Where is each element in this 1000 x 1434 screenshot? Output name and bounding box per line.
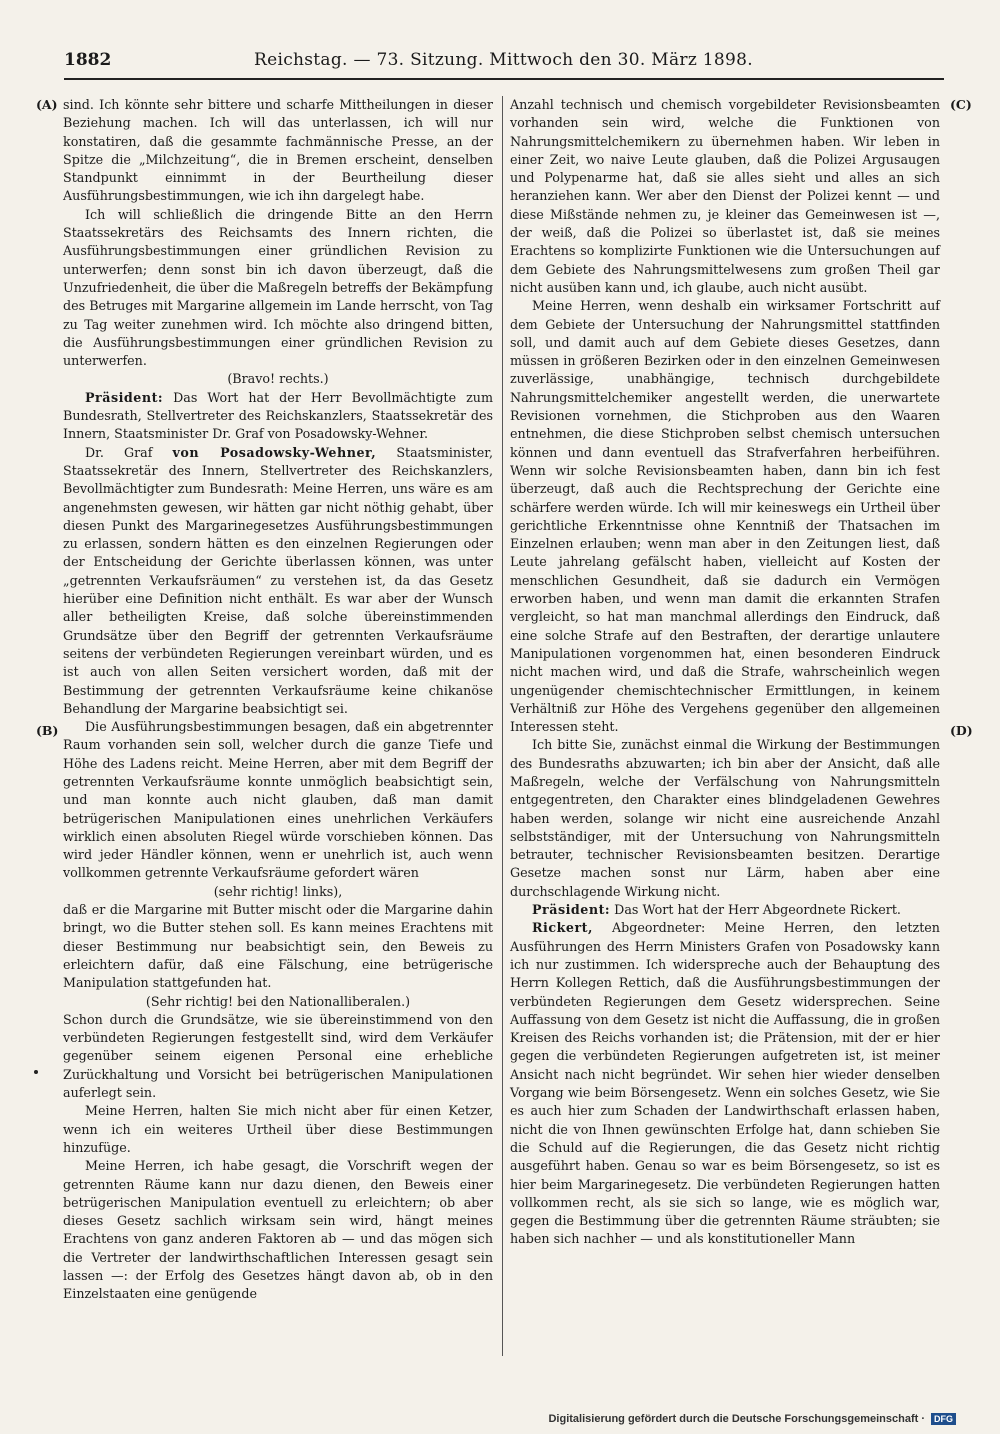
speaker-name: Präsident:	[532, 902, 611, 918]
paragraph: Meine Herren, wenn deshalb ein wirksamer Fortschritt auf dem Gebiete der Untersuchung der Nahrungsmittel stattfinden soll, und damit auch auf dem Gebiete dieses Gesetzes, dann müssen in größeren Bezirken oder in den einzelnen Gemeinwesen zuverlässige, unabhängige, technisch durchgebildete Nahrungsmittelchemiker angestellt werden, die unerwartete Revisionen vornehmen, die Stichproben aus den Waaren entnehmen, die diese Stichproben selbst chemisch untersuchen können und dann eventuell das Strafverfahren herbeiführen. Wenn wir solche Revisionsbeamten haben, dann bin ich fest überzeugt, daß auch die Rechtsprechung der Gerichte eine schärfere werden würde. Ich will mir keineswegs ein Urtheil über gerichtliche Erkenntnisse ohne Kenntniß der Thatsachen im Einzelnen erlauben; wenn man aber in den Zeitungen liest, daß Leute jahrelang gefälscht haben, vielleicht auf Kosten der menschlichen Gesundheit, daß sie dadurch ein Vermögen erworben haben, und wenn man damit die erkannten Strafen vergleicht, so hat man manchmal allerdings den Eindruck, daß eine solche Strafe auf den Bestraften, der derartige unlautere Manipulationen vorgenommen hat, einen besonderen Eindruck nicht machen wird, und daß die Strafe, wahrscheinlich wegen ungenügender chemischtechnischer Ermittlungen, in keinem Verhältniß zur Höhe des Vergehens gegenüber den allgemeinen Interessen steht.	[510, 298, 940, 735]
speaker-title: Dr. Graf	[85, 444, 153, 460]
paragraph	[510, 919, 940, 1248]
paragraph: Meine Herren, halten Sie mich nicht aber für einen Ketzer, wenn ich ein weiteres Urtheil über diese Bestimmungen hinzufüge.	[63, 1103, 493, 1155]
running-title: Reichstag. — 73. Sitzung. Mittwoch den 30. März 1898.	[254, 50, 753, 70]
interjection: (Bravo! rechts.)	[227, 371, 329, 387]
interjection: (sehr richtig! links),	[213, 883, 343, 899]
margin-dot	[34, 1070, 38, 1074]
speech-text: Das Wort hat der Herr Abgeordnete Rickert.	[614, 902, 901, 918]
paragraph	[63, 389, 493, 444]
left-column	[63, 96, 493, 1304]
column-divider	[502, 96, 503, 1356]
paragraph: Ich bitte Sie, zunächst einmal die Wirkung der Bestimmungen des Bundesraths abzuwarten; ich bin aber der Ansicht, daß alle Maßregeln, welche der Verfälschung von Nahrungsmitteln entgegentreten, den Charakter eines blindgeladenen Gewehres haben werden, solange wir nicht eine ausreichende Anzahl selbstständiger, mit der Untersuchung von Nahrungsmitteln betrauter, technischer Revisionsbeamten besitzen. Derartige Gesetze machen sonst nur Lärm, haben aber eine durchschlagende Wirkung nicht.	[510, 737, 940, 899]
paragraph	[510, 901, 940, 919]
paragraph: Schon durch die Grundsätze, wie sie übereinstimmend von den verbündeten Regierungen festgestellt sind, wird dem Verkäufer gegenüber seinem eigenen Personal eine erhebliche Zurückhaltung und Vorsicht bei betrügerischen Manipulationen auferlegt sein.	[63, 1011, 493, 1101]
paragraph: sind. Ich könnte sehr bittere und scharfe Mittheilungen in dieser Beziehung machen. Ich will das unterlassen, ich will nur konstatiren, daß die gesammte fachmännische Presse, an der Spitze die „Milchzeitung“, die in Bremen erscheint, denselben Standpunkt einnimmt in der Beurtheilung dieser Ausführungsbestimmungen, wie ich ihn dargelegt habe.	[63, 97, 493, 204]
speaker-name: Präsident:	[85, 389, 164, 405]
speech-text: Staatsminister, Staatssekretär des Innern, Stellvertreter des Reichskanzlers, Bevollmächtigter zum Bundesrath: Meine Herren, uns wäre es am angenehmsten gewesen, wir hätten gar nicht nöthig gehabt, über diesen Punkt des Margarinegesetzes Ausführungsbestimmungen zu erlassen, sondern hätten es den einzelnen Regierungen oder der Entscheidung der Gerichte überlassen können, was unter „getrennten Verkaufsräumen“ zu verstehen ist, da das Gesetz hierüber eine Definition nicht enthält. Es war aber der Wunsch aller betheiligten Kreise, daß solche übereinstimmenden Grundsätze über den Begriff der getrennten Verkaufsräume seitens der verbündeten Regierungen vereinbart würden, und es ist auch von allen Seiten versichert worden, daß mit der Bestimmung der getrennten Verkaufsräume keine chikanöse Behandlung der Margarine beabsichtigt sei.	[63, 444, 493, 716]
dfg-logo: DFG	[931, 1413, 956, 1425]
speech-text: Das Wort hat der Herr Bevollmächtigte zum Bundesrath, Stellvertreter des Reichskanzlers, Staatssekretär des Innern, Staatsminister Dr. Graf von Posadowsky-Wehner.	[63, 389, 493, 442]
speaker-name: von Posadowsky-Wehner,	[172, 444, 377, 460]
right-column	[510, 96, 940, 1249]
digitization-credit	[548, 1413, 956, 1425]
interjection: (Sehr richtig! bei den Nationalliberalen.)	[145, 993, 411, 1009]
paragraph: Ich will schließlich die dringende Bitte an den Herrn Staatssekretärs des Reichsamts des Innern richten, die Ausführungsbestimmungen einer gründlichen Revision zu unterwerfen; denn sonst bin ich davon überzeugt, daß die Unzufriedenheit, die über die Maßregeln betreffs der Bekämpfung des Betruges mit Margarine allgemein im Lande herrscht, von Tag zu Tag weiter zunehmen wird. Ich möchte also dringend bitten, die Ausführungsbestimmungen einer gründlichen Revision zu unterwerfen.	[63, 206, 493, 369]
page-header	[64, 44, 944, 80]
paragraph: daß er die Margarine mit Butter mischt oder die Margarine dahin bringt, wo die Butter stehen soll. Es kann meines Erachtens mit dieser Bestimmung nur beabsichtigt sein, den Beweis zu erleichtern dafür, daß eine Fälschung, eine betrügerische Manipulation stattgefunden hat.	[63, 902, 493, 991]
paragraph: Meine Herren, ich habe gesagt, die Vorschrift wegen der getrennten Räume kann nur dazu dienen, den Beweis einer betrügerischen Manipulation eventuell zu erleichtern; ob aber dieses Gesetz sachlich wirksam sein wird, hängt meines Erachtens von ganz anderen Faktoren ab — und das mögen sich die Vertreter der landwirthschaftlichen Interessen gesagt sein lassen —: der Erfolg des Gesetzes hängt davon ab, ob in den Einzelstaaten eine genügende	[63, 1158, 493, 1302]
credit-text: Digitalisierung gefördert durch die Deutsche Forschungsgemeinschaft ·	[548, 1413, 925, 1425]
paragraph: Die Ausführungsbestimmungen besagen, daß ein abgetrennter Raum vorhanden sein soll, welcher durch die ganze Tiefe und Höhe des Ladens reicht. Meine Herren, aber mit dem Begriff der getrennten Verkaufsräume konnte unmöglich beabsichtigt sein, und man konnte auch nicht glauben, daß man damit betrügerischen Manipulationen eines unehrlichen Verkäufers wirklich einen absoluten Riegel würde vorschieben können. Das wird jeder Händler können, wenn er unehrlich ist, auch wenn vollkommen getrennte Verkaufsräume gefordert wären	[63, 719, 493, 881]
margin-marker-b: (B)	[36, 723, 59, 738]
speaker-name: Rickert,	[532, 920, 593, 936]
margin-marker-a: (A)	[36, 97, 58, 112]
paragraph	[63, 444, 493, 718]
margin-marker-c: (C)	[950, 97, 972, 112]
page-number: 1882	[64, 50, 112, 70]
speech-text: Abgeordneter: Meine Herren, den letzten Ausführungen des Herrn Ministers Grafen von Posadowsky kann ich nur zustimmen. Ich widerspreche auch der Behauptung des Herrn Kollegen Rettich, daß die Ausführungsbestimmungen der verbündeten Regierungen dem Gesetz widersprechen. Seine Auffassung von dem Gesetz ist nicht die Auffassung, die in großen Kreisen des Reichs vorhanden ist; die Prätension, mit der er hier gegen die verbündeten Regierungen aufgetreten ist, ist meiner Ansicht nach nicht begründet. Wir sehen hier wieder denselben Vorgang wie beim Börsengesetz. Wenn ein solches Gesetz, wie Sie es auch hier zum Schaden der Landwirthschaft erlassen haben, nicht die von Ihnen gewünschten Erfolge hat, dann schieben Sie die Schuld auf die Regierungen, die das Gesetz nicht richtig ausgeführt haben. Genau so war es beim Börsengesetz, so ist es hier beim Margarinegesetz. Die verbündeten Regierungen hatten vollkommen recht, als sie sich so lange, wie es möglich war, gegen die Bestimmung über die getrennten Räume sträubten; sie haben sich nachher — und als konstitutioneller Mann	[510, 920, 940, 1247]
paragraph: Anzahl technisch und chemisch vorgebildeter Revisionsbeamten vorhanden sein wird, welche die Funktionen von Nahrungsmittelchemikern zu übernehmen haben. Wir leben in einer Zeit, wo naive Leute glauben, daß die Polizei Argusaugen und Polypenarme hat, daß sie alles sieht und alles an sich heranziehen kann. Wer aber den Dienst der Polizei kennt — und diese Mißstände nehmen zu, je kleiner das Gemeinwesen ist —, der weiß, daß die Polizei so überlastet ist, daß sie meines Erachtens so komplizirte Funktionen wie die Untersuchungen auf dem Gebiete des Nahrungsmittelwesens zum großen Theil gar nicht ausüben kann und, ich glaube, auch nicht ausübt.	[510, 97, 940, 295]
margin-marker-d: (D)	[950, 723, 973, 738]
